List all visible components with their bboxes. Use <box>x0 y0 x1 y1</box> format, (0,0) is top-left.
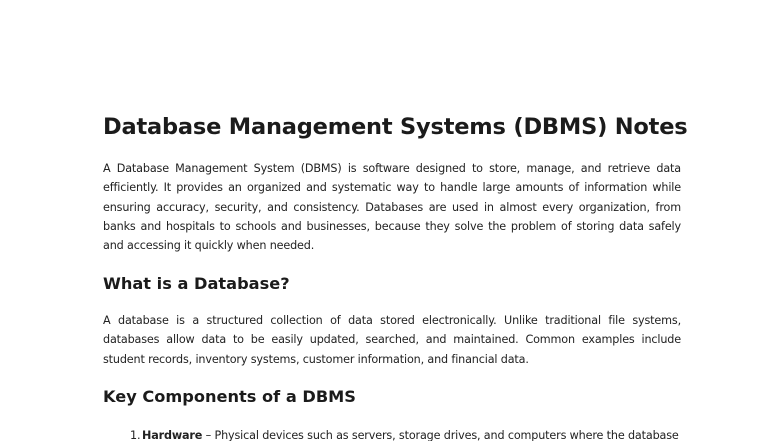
intro-paragraph: A Database Management System (DBMS) is software designed to store, manage, and retrieve data efficiently. It provides an organized and systematic way to handle large amounts of information while ensuring accuracy, security, and consistency. Databases are used in almost every organization, from banks and hospitals to schools and businesses, because they solve the problem of storing data safely and accessing it quickly when needed. <box>103 162 681 253</box>
list-item-description: – Physical devices such as servers, storage drives, and computers where the database <box>202 429 679 441</box>
database-definition-paragraph: A database is a structured collection of data stored electronically. Unlike traditional file systems, databases allow data to be easily updated, searched, and maintained. Common examples include student records, inventory systems, customer information, and financial data. <box>103 314 681 366</box>
components-list <box>103 426 681 441</box>
list-item-term: Hardware <box>142 429 203 441</box>
section-heading-what-is-database: What is a Database? <box>103 274 290 293</box>
document-title: Database Management Systems (DBMS) Notes <box>103 114 688 140</box>
list-item-number: 1. <box>130 429 141 441</box>
list-item <box>103 426 681 441</box>
section-heading-key-components: Key Components of a DBMS <box>103 387 356 406</box>
